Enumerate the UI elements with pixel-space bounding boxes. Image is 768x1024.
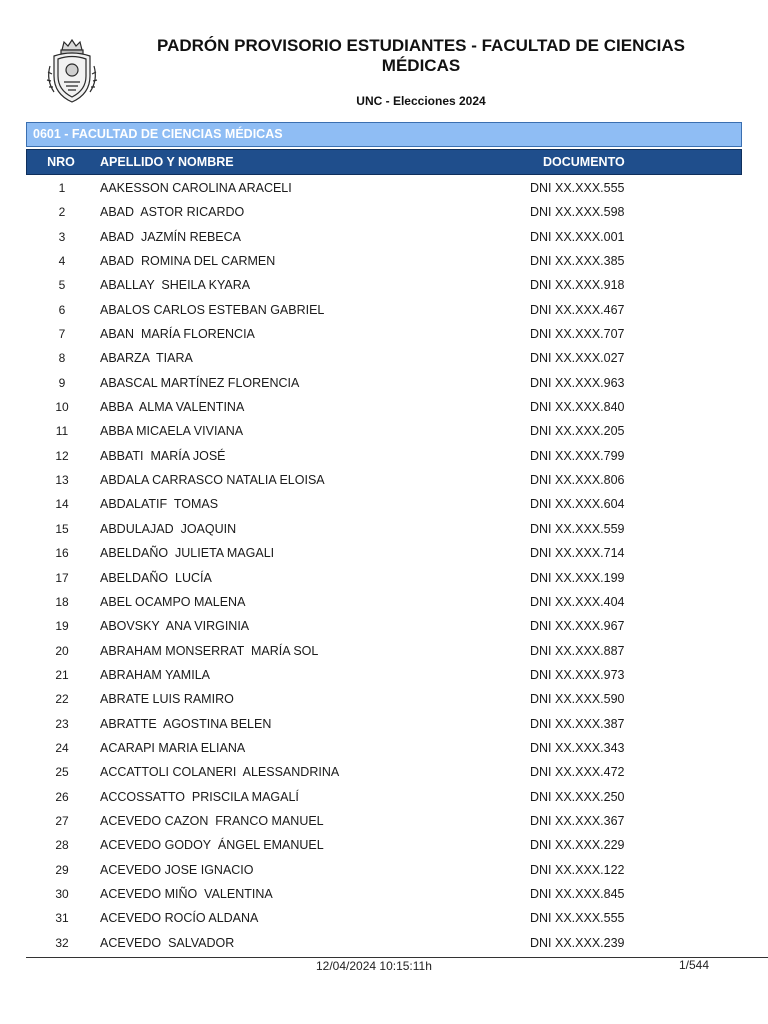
student-document: DNI XX.XXX.714 (530, 546, 625, 561)
student-document: DNI XX.XXX.001 (530, 229, 625, 244)
title-line-1: PADRÓN PROVISORIO ESTUDIANTES - FACULTAD DE CIENCIAS (157, 36, 685, 55)
student-document: DNI XX.XXX.239 (530, 935, 625, 950)
student-document: DNI XX.XXX.963 (530, 375, 625, 390)
row-number: 9 (58, 375, 66, 390)
table-row (26, 712, 742, 736)
student-name: ABRATTE AGOSTINA BELEN (100, 716, 272, 731)
row-number: 8 (58, 351, 66, 366)
student-name: ABRATE LUIS RAMIRO (100, 692, 234, 707)
student-name: ABDULAJAD JOAQUIN (100, 521, 237, 536)
table-row (26, 760, 742, 784)
page-subtitle: UNC - Elecciones 2024 (356, 94, 486, 108)
table-row (26, 590, 742, 614)
student-name: ABALLAY SHEILA KYARA (100, 278, 251, 293)
student-name: ABBATI MARÍA JOSÉ (100, 448, 226, 463)
row-number: 15 (55, 521, 69, 536)
table-row (26, 225, 742, 249)
student-name: ABALOS CARLOS ESTEBAN GABRIEL (100, 302, 325, 317)
table-row (26, 809, 742, 833)
student-name: ABAN MARÍA FLORENCIA (100, 327, 255, 342)
faculty-section-header: 0601 - FACULTAD DE CIENCIAS MÉDICAS (26, 122, 742, 147)
row-number: 11 (55, 424, 69, 439)
student-document: DNI XX.XXX.967 (530, 619, 625, 634)
row-number: 5 (58, 278, 66, 293)
student-name: ABBA ALMA VALENTINA (100, 400, 245, 415)
student-document: DNI XX.XXX.555 (530, 911, 625, 926)
student-name: ABRAHAM MONSERRAT MARÍA SOL (100, 643, 319, 658)
table-row (26, 882, 742, 906)
student-name: ABELDAÑO JULIETA MAGALI (100, 546, 275, 561)
student-document: DNI XX.XXX.707 (530, 327, 625, 342)
footer-timestamp: 12/04/2024 10:15:11h (316, 959, 432, 973)
student-name: ACCOSSATTO PRISCILA MAGALÍ (100, 789, 299, 804)
student-name: ABEL OCAMPO MALENA (100, 594, 246, 609)
row-number: 29 (55, 862, 69, 877)
row-number: 21 (55, 667, 69, 682)
student-document: DNI XX.XXX.122 (530, 862, 625, 877)
row-number: 6 (58, 302, 66, 317)
student-name: ACEVEDO JOSE IGNACIO (100, 862, 254, 877)
student-name: ACEVEDO GODOY ÁNGEL EMANUEL (100, 838, 324, 853)
row-number: 27 (55, 813, 69, 828)
row-number: 22 (55, 692, 69, 707)
student-document: DNI XX.XXX.598 (530, 205, 625, 220)
row-number: 31 (55, 911, 69, 926)
student-name: ABARZA TIARA (100, 351, 193, 366)
row-number: 26 (55, 789, 69, 804)
student-document: DNI XX.XXX.590 (530, 692, 625, 707)
student-document: DNI XX.XXX.559 (530, 521, 625, 536)
student-name: ABAD ASTOR RICARDO (100, 205, 245, 220)
table-row (26, 858, 742, 882)
row-number: 24 (55, 740, 69, 755)
table-row (26, 395, 742, 419)
footer-divider (26, 957, 768, 958)
student-name: ABDALA CARRASCO NATALIA ELOISA (100, 473, 325, 488)
student-document: DNI XX.XXX.467 (530, 302, 625, 317)
table-row (26, 346, 742, 370)
university-crest-icon (44, 36, 100, 106)
table-row (26, 736, 742, 760)
row-number: 16 (55, 546, 69, 561)
student-name: ABRAHAM YAMILA (100, 667, 210, 682)
row-number: 17 (55, 570, 69, 585)
student-name: ABOVSKY ANA VIRGINIA (100, 619, 250, 634)
student-document: DNI XX.XXX.973 (530, 667, 625, 682)
table-row (26, 249, 742, 273)
row-number: 3 (58, 229, 66, 244)
student-name: ABBA MICAELA VIVIANA (100, 424, 244, 439)
row-number: 7 (58, 327, 66, 342)
student-name: ACEVEDO CAZON FRANCO MANUEL (100, 813, 324, 828)
table-row (26, 541, 742, 565)
row-number: 23 (55, 716, 69, 731)
student-document: DNI XX.XXX.555 (530, 181, 625, 195)
student-document: DNI XX.XXX.472 (530, 765, 625, 780)
table-row (26, 663, 742, 687)
student-document: DNI XX.XXX.840 (530, 400, 625, 415)
row-number: 32 (55, 935, 69, 950)
row-number: 19 (55, 619, 69, 634)
table-row (26, 176, 742, 200)
row-number: 14 (55, 497, 69, 512)
row-number: 20 (55, 643, 69, 658)
student-document: DNI XX.XXX.604 (530, 497, 625, 512)
student-document: DNI XX.XXX.799 (530, 448, 625, 463)
student-name: ABDALATIF TOMAS (100, 497, 219, 512)
student-name: ACARAPI MARIA ELIANA (100, 740, 246, 755)
student-document: DNI XX.XXX.845 (530, 886, 625, 901)
title-line-2: MÉDICAS (381, 56, 461, 75)
row-number: 18 (55, 594, 69, 609)
student-name: ABAD JAZMÍN REBECA (100, 229, 241, 244)
row-number: 10 (55, 400, 69, 415)
row-number: 13 (55, 473, 69, 488)
student-document: DNI XX.XXX.887 (530, 643, 625, 658)
table-row (26, 906, 742, 930)
table-row (26, 419, 742, 443)
page-number: 1/544 (679, 958, 710, 972)
student-name: ACEVEDO SALVADOR (100, 935, 235, 950)
column-header-name: APELLIDO Y NOMBRE (100, 155, 234, 169)
student-document: DNI XX.XXX.404 (530, 594, 625, 609)
table-row (26, 273, 742, 297)
student-name: ABASCAL MARTÍNEZ FLORENCIA (100, 375, 300, 390)
student-name: ACEVEDO MIÑO VALENTINA (100, 886, 273, 901)
table-row (26, 298, 742, 322)
student-document: DNI XX.XXX.250 (530, 789, 625, 804)
column-header-nro: NRO (47, 155, 75, 169)
student-document: DNI XX.XXX.205 (530, 424, 625, 439)
row-number: 1 (58, 181, 66, 195)
table-row (26, 639, 742, 663)
table-row (26, 517, 742, 541)
student-name: ABELDAÑO LUCÍA (100, 570, 212, 585)
table-row (26, 785, 742, 809)
table-row (26, 566, 742, 590)
table-row (26, 371, 742, 395)
student-document: DNI XX.XXX.918 (530, 278, 625, 293)
student-document: DNI XX.XXX.343 (530, 740, 625, 755)
table-row (26, 687, 742, 711)
student-document: DNI XX.XXX.387 (530, 716, 625, 731)
column-header-document: DOCUMENTO (543, 155, 625, 169)
table-row (26, 614, 742, 638)
student-document: DNI XX.XXX.806 (530, 473, 625, 488)
student-list (26, 176, 742, 955)
student-name: ACCATTOLI COLANERI ALESSANDRINA (100, 765, 340, 780)
student-name: ABAD ROMINA DEL CARMEN (100, 254, 276, 269)
table-row (26, 200, 742, 224)
student-document: DNI XX.XXX.199 (530, 570, 625, 585)
row-number: 4 (58, 254, 66, 269)
table-row (26, 444, 742, 468)
student-document: DNI XX.XXX.385 (530, 254, 625, 269)
student-name: ACEVEDO ROCÍO ALDANA (100, 911, 259, 926)
row-number: 12 (55, 448, 69, 463)
row-number: 25 (55, 765, 69, 780)
table-row (26, 492, 742, 516)
table-row (26, 468, 742, 492)
student-document: DNI XX.XXX.367 (530, 813, 625, 828)
table-row (26, 931, 742, 955)
page-title (120, 36, 722, 76)
row-number: 28 (55, 838, 69, 853)
student-name: AAKESSON CAROLINA ARACELI (100, 181, 292, 195)
table-row (26, 322, 742, 346)
student-document: DNI XX.XXX.229 (530, 838, 625, 853)
row-number: 2 (58, 205, 66, 220)
table-header (26, 149, 742, 175)
row-number: 30 (55, 886, 69, 901)
table-row (26, 833, 742, 857)
student-document: DNI XX.XXX.027 (530, 351, 625, 366)
